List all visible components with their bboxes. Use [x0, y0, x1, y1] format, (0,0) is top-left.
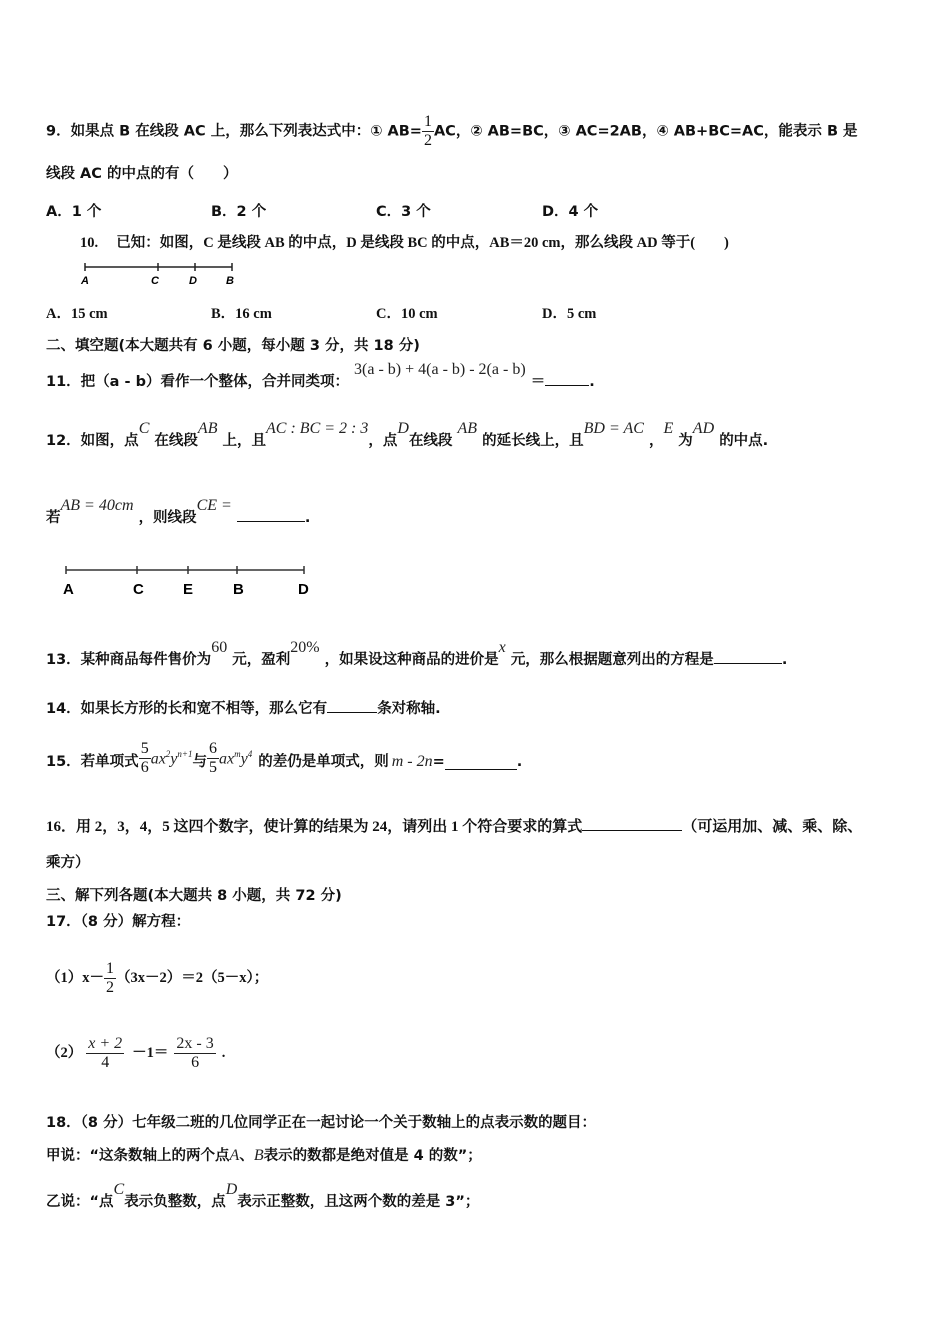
q12-ab-40cm: AB = 40cm	[60, 497, 134, 514]
q12-text-7: ，	[648, 433, 664, 449]
q12-bd-equals-ac: BD = AC	[583, 420, 644, 437]
q12-point-c: C	[138, 420, 150, 437]
q15-fraction-1	[139, 740, 151, 777]
q18-point-d: D	[225, 1181, 238, 1198]
q18-jia-text-a: 甲说：“这条数轴上的两个点	[46, 1148, 230, 1164]
q9-frac-num: 1	[423, 113, 432, 130]
q16-text-hint: （可运用加、减、乘、除、	[682, 819, 863, 835]
q12-line1	[46, 420, 769, 451]
q10-label-a: A	[81, 275, 89, 287]
q12-text-5: 在线段	[408, 433, 453, 449]
q17-eq2-frac2-den: 6	[191, 1053, 200, 1071]
q18-separator: 、	[239, 1148, 254, 1164]
q17-eq2	[46, 1028, 225, 1078]
q17-eq2-label: （2）	[46, 1045, 83, 1061]
q9-line1	[46, 113, 858, 150]
q15-term1-exp-y: n+1	[177, 749, 193, 760]
q18-yi-text-a: 乙说：“点	[46, 1194, 114, 1210]
q15-text-2: 与	[192, 754, 207, 770]
q11-equals: ＝	[530, 374, 546, 390]
q17-eq2-fraction-1	[86, 1035, 124, 1072]
q12-text-2: 在线段	[154, 433, 198, 449]
q15-frac2-den: 5	[208, 758, 217, 776]
q15-end: .	[516, 754, 523, 770]
q14-text-2: 条对称轴.	[377, 701, 441, 717]
q15-text-1: 15．若单项式	[46, 754, 139, 770]
q12-ratio: AC : BC = 2 : 3	[266, 420, 369, 437]
q12-label-c: C	[133, 581, 144, 598]
q15-text-3: 的差仍是单项式，则	[258, 754, 389, 770]
q12-label-d: D	[298, 581, 309, 598]
q9-option-a[interactable]: A．1 个	[46, 204, 102, 220]
q9-text-a: 9．如果点 B 在线段 AC 上，那么下列表达式中：① AB=	[46, 123, 422, 140]
q13-percent: 20%	[290, 639, 320, 656]
q12-line2	[46, 497, 311, 528]
q10-label-b: B	[226, 275, 234, 287]
section-2-heading: 二、填空题(本大题共有 6 小题，每小题 3 分，共 18 分)	[46, 338, 420, 354]
q12-figure	[56, 562, 326, 602]
q12-answer-blank[interactable]	[237, 507, 305, 522]
q12-text-9: 的中点.	[719, 433, 769, 449]
q16-line1	[46, 816, 862, 837]
q17-eq1-part-b: （3x－2）＝2（5－x）；	[116, 970, 269, 986]
q17-eq1-frac-num: 1	[106, 959, 114, 977]
q14	[46, 698, 441, 719]
q12-text-4: ，点	[368, 433, 398, 449]
q18-point-a: A	[229, 1147, 240, 1164]
q13-text-3: ，如果设这种商品的进价是	[324, 652, 499, 668]
q15-term2-y: y	[240, 750, 248, 768]
section-3-heading: 三、解下列各题(本大题共 8 小题，共 72 分)	[46, 888, 342, 904]
q12-text-8: 为	[678, 433, 693, 449]
q15-equals: =	[432, 754, 445, 770]
q16-line2: 乘方）	[46, 855, 90, 871]
q13-price: 60	[211, 639, 228, 656]
q12-end: .	[304, 510, 311, 526]
q17-eq2-end: .	[221, 1045, 226, 1061]
q17-eq2-middle: －1＝	[132, 1045, 169, 1061]
q9-option-c[interactable]: C．3 个	[376, 204, 431, 220]
q16-text: 16．用 2，3，4，5 这四个数字，使计算的结果为 24，请列出 1 个符合要求的算式	[46, 819, 583, 835]
q12-text-6: 的延长线上，且	[482, 433, 584, 449]
q15-fraction-2	[207, 740, 219, 777]
q10-option-c[interactable]: C．10 cm	[376, 306, 438, 322]
q12-text-3: 上，且	[222, 433, 267, 449]
q17-eq1	[46, 948, 268, 1008]
q15-frac1-num: 5	[140, 739, 149, 757]
q12-segment-ab: AB	[197, 420, 218, 437]
q13-text-4: 元，那么根据题意列出的方程是	[510, 652, 714, 668]
q12-text-1: 12．如图，点	[46, 433, 139, 449]
q13-text-2: 元，盈利	[232, 652, 291, 668]
q15-frac2-num: 6	[208, 739, 217, 757]
q13-variable-x: x	[498, 639, 506, 656]
q13-end: .	[781, 652, 788, 668]
q18-yi-text-b: 表示负整数，点	[124, 1194, 226, 1210]
q12-label-b: B	[233, 581, 244, 598]
q15-term1-exp-x: 2	[165, 749, 171, 760]
q11-expression: 3(a - b) + 4(a - b) - 2(a - b)	[354, 361, 526, 378]
q15-term1-y: y	[170, 750, 178, 768]
q10-option-b[interactable]: B．16 cm	[211, 306, 272, 322]
q10-option-d[interactable]: D．5 cm	[542, 306, 597, 322]
q17-eq2-frac1-num: x + 2	[88, 1034, 123, 1052]
q12-point-e: E	[663, 420, 674, 437]
q12-label-e: E	[183, 581, 194, 598]
q12-segment-ab-2: AB	[457, 420, 478, 437]
q12-ce-equals: CE =	[196, 497, 232, 514]
q13	[46, 639, 788, 670]
q11	[46, 361, 595, 392]
q9-option-b[interactable]: B．2 个	[211, 204, 267, 220]
q17-eq2-frac1-den: 4	[101, 1053, 110, 1071]
q15	[46, 732, 522, 792]
q9-frac-den: 2	[423, 132, 432, 149]
q10-label-c: C	[151, 275, 159, 287]
q18-point-c: C	[113, 1181, 125, 1198]
q12-then-segment: ，则线段	[138, 510, 197, 526]
q15-term2-ax: ax	[218, 750, 235, 768]
q17-eq2-frac2-num: 2x - 3	[176, 1034, 214, 1052]
q15-term1-ax: ax	[150, 750, 166, 768]
q15-frac1-den: 6	[140, 758, 149, 776]
q17-eq1-frac-den: 2	[106, 978, 114, 996]
q9-line2: 线段 AC 的中点的有（ ）	[46, 166, 238, 182]
q11-text: 11．把（a - b）看作一个整体，合并同类项：	[46, 374, 349, 390]
q18-yi	[46, 1181, 480, 1212]
q14-text-1: 14．如果长方形的长和宽不相等，那么它有	[46, 701, 328, 717]
q12-segment-ad: AD	[692, 420, 715, 437]
q10-text: 10. 已知：如图，C 是线段 AB 的中点，D 是线段 BC 的中点，AB＝20 cm，那么线段 AD 等于( )	[80, 235, 729, 251]
q15-term-1	[151, 744, 193, 769]
q14-answer-blank[interactable]	[327, 698, 377, 713]
q15-answer-blank[interactable]	[445, 755, 517, 770]
q12-if: 若	[46, 510, 61, 526]
q10-figure	[78, 258, 243, 288]
q18-yi-text-c: 表示正整数，且这两个数的差是 3”；	[237, 1194, 480, 1210]
q10-label-d: D	[189, 275, 197, 287]
q15-term2-exp-y: 4	[247, 749, 253, 760]
q9-text-b: AC，② AB=BC，③ AC=2AB，④ AB+BC=AC，能表示 B 是	[433, 123, 858, 140]
q11-end: .	[589, 374, 595, 390]
q15-term2-exp-x: m	[234, 749, 241, 760]
q12-point-d: D	[397, 420, 409, 437]
q17-title: 17．（8 分）解方程：	[46, 914, 191, 930]
q16-answer-blank[interactable]	[582, 816, 682, 831]
q18-point-b: B	[253, 1147, 264, 1164]
q15-expression: m - 2n	[391, 753, 433, 770]
q17-eq1-part-a: （1）x－	[46, 970, 104, 986]
q12-label-a: A	[63, 581, 74, 598]
q17-eq2-fraction-2	[174, 1035, 215, 1072]
q17-eq1-fraction	[104, 960, 116, 997]
q18-jia	[46, 1146, 482, 1166]
q9-fraction	[422, 113, 434, 150]
q11-answer-blank[interactable]	[545, 371, 589, 386]
q9-option-d[interactable]: D．4 个	[542, 204, 599, 220]
q18-title: 18．（8 分）七年级二班的几位同学正在一起讨论一个关于数轴上的点表示数的题目：	[46, 1115, 597, 1131]
q18-jia-text-b: 表示的数都是绝对值是 4 的数”；	[263, 1148, 482, 1164]
q15-term-2	[219, 744, 252, 769]
q10-option-a[interactable]: A．15 cm	[46, 306, 108, 322]
q13-answer-blank[interactable]	[714, 649, 782, 664]
q13-text-1: 13．某种商品每件售价为	[46, 652, 212, 668]
